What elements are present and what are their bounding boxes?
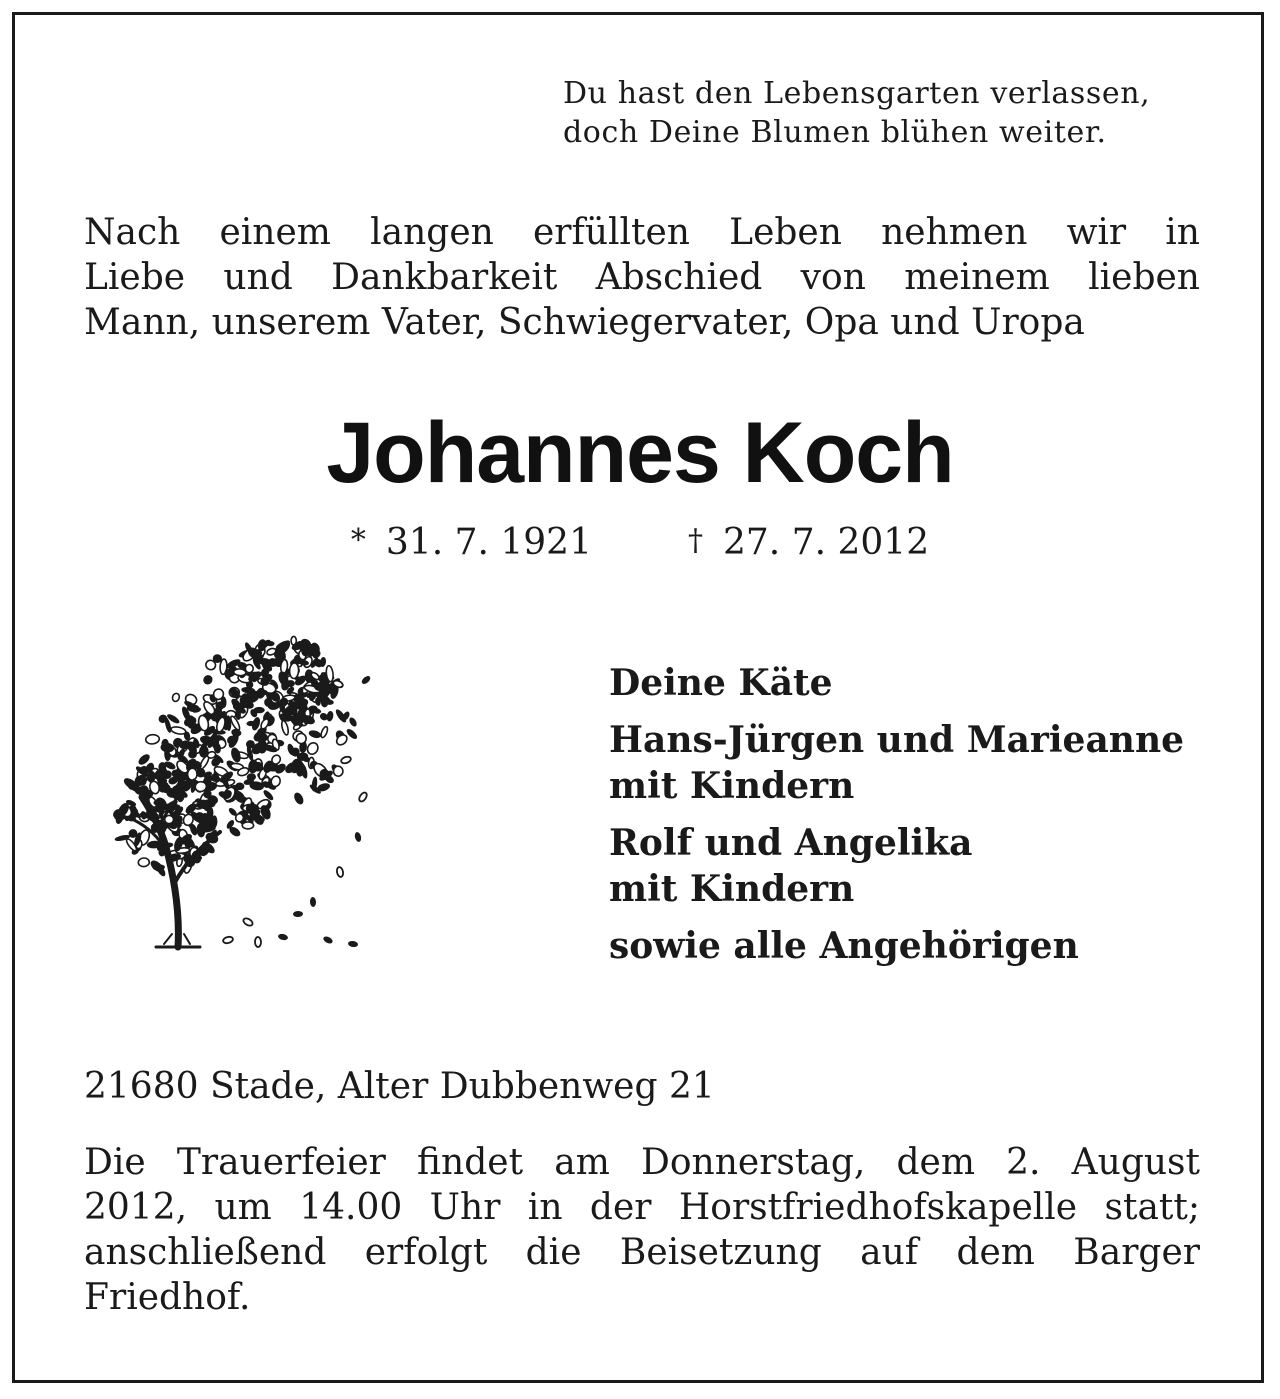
mourner-group [609, 923, 1229, 969]
mourner-line: sowie alle Angehörigen [609, 925, 1079, 967]
windblown-tree-icon [108, 622, 378, 962]
mourner-line: Deine Käte [609, 662, 833, 704]
intro-line: Mann, unserem Vater, Schwiegervater, Opa und Uropa [84, 302, 1085, 343]
mourners-list [609, 660, 1229, 980]
mourner-group [609, 660, 1229, 706]
mourner-group [609, 717, 1229, 809]
life-dates [0, 518, 1280, 566]
intro-line: Nach einem langen erfüllten Leben nehmen wir in [84, 212, 1200, 253]
intro-line: Liebe und Dankbarkeit Abschied von meinem lieben [84, 257, 1200, 298]
service-line: 2012, um 14.00 Uhr in der Horstfriedhofskapelle statt; [84, 1187, 1200, 1228]
mourner-line: Rolf und Angelika [609, 822, 973, 864]
motto-line: Du hast den Lebensgarten verlassen, [563, 76, 1151, 111]
death-symbol: † [688, 523, 703, 558]
deceased-name: Johannes Koch [326, 405, 954, 501]
intro-paragraph [84, 210, 1200, 345]
mourner-line: mit Kindern [609, 765, 855, 807]
motto-line: doch Deine Blumen blühen weiter. [563, 115, 1107, 150]
birth-date: 31. 7. 1921 [385, 522, 592, 563]
motto-quote [563, 74, 1223, 152]
service-line: Friedhof. [84, 1277, 251, 1318]
service-line: Die Trauerfeier findet am Donnerstag, dem 2. August [84, 1142, 1200, 1183]
mourner-line: Hans-Jürgen und Marieanne [609, 719, 1185, 761]
birth-symbol: * [350, 523, 366, 558]
death-date: 27. 7. 2012 [723, 522, 930, 563]
service-line: anschließend erfolgt die Beisetzung auf dem Barger [84, 1232, 1200, 1273]
service-paragraph [84, 1140, 1200, 1320]
mourner-group [609, 820, 1229, 912]
mourner-line: mit Kindern [609, 868, 855, 910]
address: 21680 Stade, Alter Dubbenweg 21 [84, 1066, 715, 1107]
